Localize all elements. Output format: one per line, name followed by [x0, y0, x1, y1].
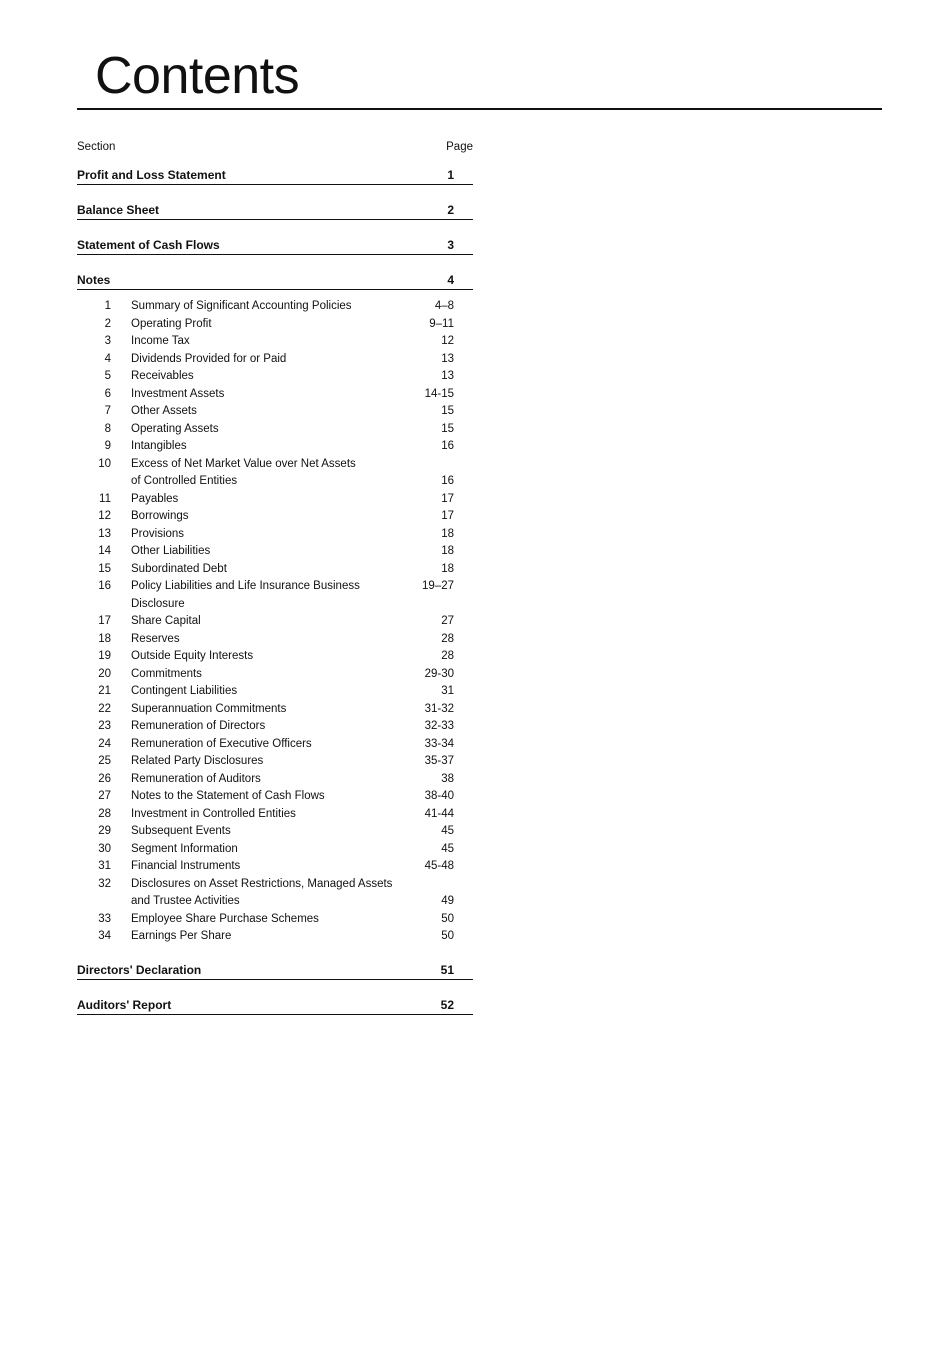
note-number: 17: [98, 615, 111, 627]
note-page: 38-40: [424, 790, 454, 802]
note-label: Investment Assets: [131, 387, 225, 400]
note-number: 30: [98, 842, 111, 855]
note-number: 13: [98, 527, 111, 540]
note-item[interactable]: [77, 841, 473, 859]
note-number: 14: [98, 545, 111, 557]
section-label: Directors' Declaration: [77, 962, 202, 977]
note-page: 15: [441, 405, 454, 417]
note-label: Operating Assets: [131, 422, 219, 435]
note-label: Receivables: [131, 370, 194, 382]
note-item[interactable]: [77, 788, 473, 806]
note-number: 1: [104, 300, 111, 312]
page-title: Contents: [95, 47, 300, 105]
page-column-header: Page: [446, 141, 473, 153]
note-item[interactable]: [77, 911, 473, 929]
note-page: 14-15: [424, 387, 454, 400]
toc-section[interactable]: [77, 993, 473, 1015]
note-label: Related Party Disclosures: [131, 755, 264, 767]
note-label: Earnings Per Share: [131, 930, 232, 942]
note-number: 26: [98, 772, 111, 785]
note-number: 5: [104, 370, 111, 382]
section-label: Statement of Cash Flows: [77, 238, 220, 252]
note-number: 29: [98, 825, 111, 837]
note-page: 27: [441, 615, 454, 627]
note-number: 20: [98, 667, 111, 680]
note-label: Reserves: [131, 632, 180, 645]
note-number: 4: [104, 352, 111, 365]
section-label: Notes: [77, 273, 111, 287]
note-item[interactable]: [77, 578, 473, 613]
note-number: 6: [104, 387, 111, 400]
note-page: 28: [441, 650, 454, 662]
note-number: 8: [104, 422, 111, 435]
note-number: 24: [98, 737, 111, 750]
note-label: Remuneration of Auditors: [131, 772, 261, 785]
note-number: 27: [98, 790, 111, 802]
note-number: 7: [104, 405, 111, 417]
note-number: 18: [98, 632, 111, 645]
note-page: 45: [441, 825, 454, 837]
note-page: 50: [441, 912, 454, 925]
note-label: Other Liabilities: [131, 545, 211, 557]
section-label: Balance Sheet: [77, 203, 160, 217]
note-label: Subordinated Debt: [131, 562, 227, 575]
note-number: 28: [98, 807, 111, 820]
note-number: 15: [98, 562, 111, 575]
table-of-contents: [77, 141, 473, 1028]
note-item[interactable]: [77, 718, 473, 736]
note-label: Commitments: [131, 667, 202, 680]
note-number: 34: [98, 930, 111, 942]
note-label: Remuneration of Directors: [131, 720, 266, 732]
note-number: 23: [98, 720, 111, 732]
note-label: Provisions: [131, 527, 185, 540]
note-item[interactable]: [77, 771, 473, 789]
note-item[interactable]: [77, 701, 473, 719]
note-item[interactable]: [77, 421, 473, 439]
note-label: Subsequent Events: [131, 825, 231, 837]
note-label: Summary of Significant Accounting Policies: [131, 300, 352, 312]
note-page: 33-34: [424, 737, 454, 750]
note-page: 18: [441, 527, 454, 540]
note-page: 17: [441, 492, 454, 505]
note-item[interactable]: [77, 736, 473, 754]
note-number: 31: [98, 860, 111, 872]
note-label: Disclosures on Asset Restrictions, Managed Assets: [131, 877, 393, 890]
note-label: Employee Share Purchase Schemes: [131, 912, 319, 925]
note-item[interactable]: [77, 753, 473, 771]
note-label: Policy Liabilities and Life Insurance Business Disclosure: [131, 580, 360, 610]
note-item[interactable]: [77, 543, 473, 561]
note-label-continued: of Controlled Entities: [131, 475, 238, 487]
note-item[interactable]: [77, 823, 473, 841]
toc-section-notes[interactable]: [77, 268, 473, 290]
note-number: 2: [104, 317, 111, 330]
note-item[interactable]: [77, 561, 473, 579]
note-item[interactable]: [77, 316, 473, 334]
note-page: 38: [441, 772, 454, 785]
note-label: Remuneration of Executive Officers: [131, 737, 312, 750]
note-page: 50: [441, 930, 454, 942]
note-label: Other Assets: [131, 405, 197, 417]
note-number: 12: [98, 510, 111, 522]
note-item[interactable]: [77, 876, 473, 911]
note-page: 32-33: [424, 720, 454, 732]
note-label: Operating Profit: [131, 317, 212, 330]
note-page: 12: [441, 335, 454, 347]
note-item[interactable]: [77, 491, 473, 509]
note-number: 25: [98, 755, 111, 767]
note-label-continued: and Trustee Activities: [131, 895, 240, 907]
note-item[interactable]: [77, 631, 473, 649]
note-item[interactable]: [77, 613, 473, 631]
note-item[interactable]: [77, 806, 473, 824]
toc-header: [77, 141, 473, 163]
note-page: 4–8: [434, 300, 454, 312]
note-number: 21: [98, 685, 111, 697]
section-column-header: Section: [77, 141, 116, 153]
note-page: 18: [441, 545, 454, 557]
note-number: 19: [98, 650, 111, 662]
note-number: 22: [98, 702, 111, 715]
note-item[interactable]: [77, 683, 473, 701]
note-page: 29-30: [424, 667, 454, 680]
notes-list: [77, 298, 473, 946]
note-page: 49: [441, 895, 454, 907]
note-page: 45: [441, 842, 454, 855]
note-label: Income Tax: [131, 335, 190, 347]
note-item[interactable]: [77, 526, 473, 544]
section-page: 1: [447, 168, 454, 182]
note-label: Investment in Controlled Entities: [131, 807, 296, 820]
note-label: Contingent Liabilities: [131, 685, 238, 697]
note-label: Outside Equity Interests: [131, 650, 254, 662]
note-item[interactable]: [77, 648, 473, 666]
note-label: Financial Instruments: [131, 860, 241, 872]
note-label: Notes to the Statement of Cash Flows: [131, 790, 325, 802]
note-item[interactable]: [77, 298, 473, 316]
toc-section[interactable]: [77, 958, 473, 980]
note-page: 13: [441, 370, 454, 382]
note-number: 3: [104, 335, 111, 347]
section-page: 2: [447, 203, 454, 217]
section-page: 52: [440, 997, 454, 1012]
note-label: Borrowings: [131, 510, 189, 522]
note-label: Superannuation Commitments: [131, 702, 287, 715]
section-page: 4: [447, 273, 454, 287]
toc-section[interactable]: [77, 233, 473, 255]
note-page: 13: [441, 352, 454, 365]
note-item[interactable]: [77, 928, 473, 946]
note-number: 11: [99, 492, 111, 505]
note-page: 15: [441, 422, 454, 435]
note-number: 10: [98, 457, 111, 470]
note-label: Share Capital: [131, 615, 201, 627]
section-label: Auditors' Report: [77, 997, 172, 1012]
note-page: 18: [441, 562, 454, 575]
note-page: 41-44: [424, 807, 454, 820]
note-page: 31: [441, 685, 454, 697]
note-item[interactable]: [77, 351, 473, 369]
note-page: 16: [441, 475, 454, 487]
note-number: 9: [104, 440, 111, 452]
note-number: 16: [98, 580, 111, 592]
note-item[interactable]: [77, 438, 473, 456]
title-divider: [77, 108, 882, 110]
note-item[interactable]: [77, 333, 473, 351]
note-page: 19–27: [422, 580, 454, 592]
note-number: 32: [98, 877, 111, 890]
note-number: 33: [98, 912, 111, 925]
note-label: Payables: [131, 492, 179, 505]
note-item[interactable]: [77, 508, 473, 526]
note-label: Excess of Net Market Value over Net Assets: [131, 457, 356, 470]
section-page: 51: [440, 962, 454, 977]
note-page: 17: [441, 510, 454, 522]
note-page: 45-48: [424, 860, 454, 872]
toc-section[interactable]: [77, 198, 473, 220]
note-page: 16: [441, 440, 454, 452]
note-item[interactable]: [77, 456, 473, 491]
note-label: Dividends Provided for or Paid: [131, 352, 287, 365]
note-item[interactable]: [77, 386, 473, 404]
toc-section[interactable]: [77, 163, 473, 185]
note-page: 28: [441, 632, 454, 645]
note-item[interactable]: [77, 368, 473, 386]
section-label: Profit and Loss Statement: [77, 168, 226, 182]
note-page: 31-32: [424, 702, 454, 715]
note-label: Segment Information: [131, 842, 238, 855]
section-page: 3: [447, 238, 454, 252]
note-item[interactable]: [77, 858, 473, 876]
note-item[interactable]: [77, 666, 473, 684]
note-page: 35-37: [424, 755, 454, 767]
note-label: Intangibles: [131, 440, 187, 452]
note-page: 9–11: [429, 317, 454, 330]
note-item[interactable]: [77, 403, 473, 421]
